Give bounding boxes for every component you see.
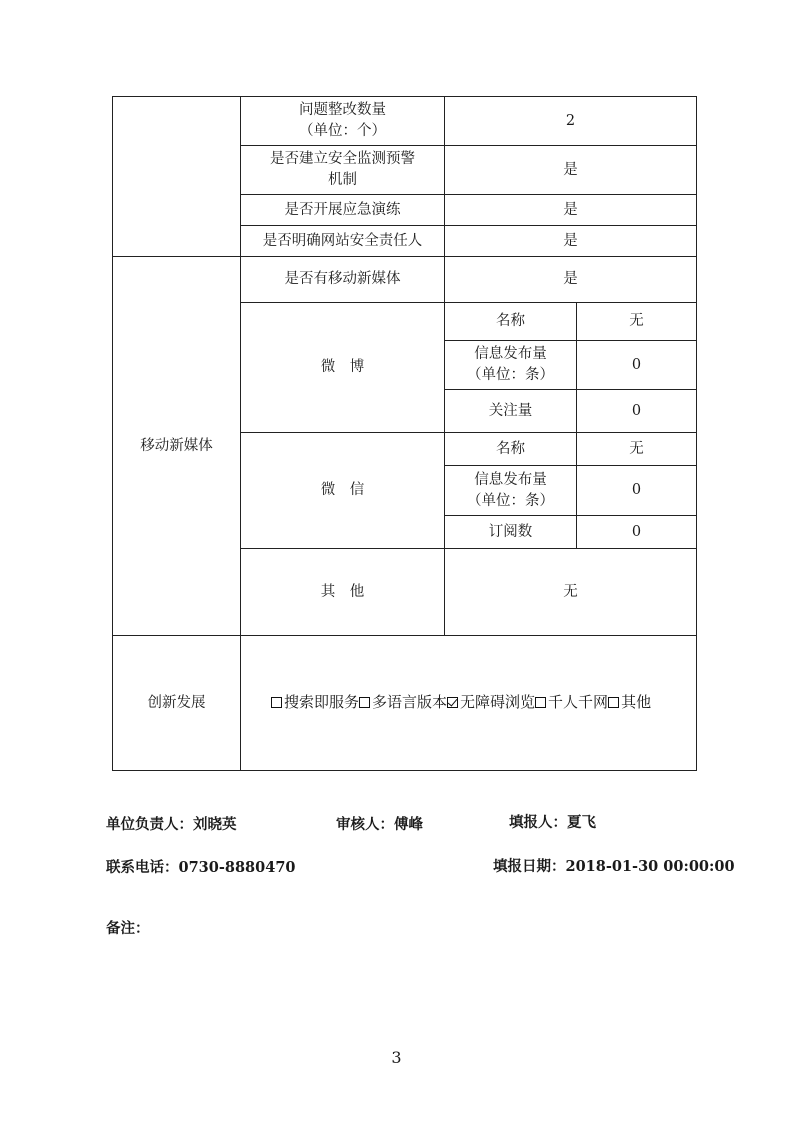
innovation-option-other[interactable]: 其他 bbox=[608, 692, 651, 713]
weibo-followers-label: 关注量 bbox=[445, 390, 577, 433]
innovation-option-multilingual[interactable]: 多语言版本 bbox=[359, 692, 447, 713]
wechat-posts-value: 0 bbox=[577, 466, 697, 516]
weibo-posts-value: 0 bbox=[577, 341, 697, 390]
checkbox-checked-icon[interactable] bbox=[447, 697, 458, 708]
monitor-label: 是否建立安全监测预警 机制 bbox=[241, 146, 445, 195]
rectify-count-value: 2 bbox=[445, 97, 697, 146]
innovation-option-search[interactable]: 搜索即服务 bbox=[271, 692, 359, 713]
fill-date: 填报日期：2018-01-30 00:00:00 bbox=[493, 858, 735, 875]
other-media-label: 其 他 bbox=[241, 549, 445, 636]
table-row bbox=[113, 636, 697, 771]
responsible-value: 是 bbox=[445, 226, 697, 257]
weibo-posts-label: 信息发布量 （单位：条） bbox=[445, 341, 577, 390]
weibo-followers-value: 0 bbox=[577, 390, 697, 433]
checkbox-icon[interactable] bbox=[271, 697, 282, 708]
remark-label: 备注： bbox=[106, 921, 150, 937]
responsible-label: 是否明确网站安全责任人 bbox=[241, 226, 445, 257]
monitor-value: 是 bbox=[445, 146, 697, 195]
wechat-posts-label: 信息发布量 （单位：条） bbox=[445, 466, 577, 516]
has-media-label: 是否有移动新媒体 bbox=[241, 257, 445, 303]
has-media-value: 是 bbox=[445, 257, 697, 303]
wechat-name-label: 名称 bbox=[445, 433, 577, 466]
wechat-subscribers-label: 订阅数 bbox=[445, 516, 577, 549]
weibo-name-label: 名称 bbox=[445, 303, 577, 341]
table-row bbox=[113, 97, 697, 146]
reviewer: 审核人：傅峰 bbox=[336, 817, 423, 833]
drill-value: 是 bbox=[445, 195, 697, 226]
wechat-label: 微 信 bbox=[241, 433, 445, 549]
phone: 联系电话：0730-8880470 bbox=[106, 859, 296, 876]
weibo-name-value: 无 bbox=[577, 303, 697, 341]
drill-label: 是否开展应急演练 bbox=[241, 195, 445, 226]
rectify-count-label: 问题整改数量 （单位：个） bbox=[241, 97, 445, 146]
weibo-label: 微 博 bbox=[241, 303, 445, 433]
wechat-subscribers-value: 0 bbox=[577, 516, 697, 549]
report-table bbox=[112, 96, 697, 771]
innovation-options bbox=[241, 636, 697, 771]
checkbox-icon[interactable] bbox=[608, 697, 619, 708]
innovation-option-accessible[interactable]: 无障碍浏览 bbox=[447, 692, 535, 713]
page-number: 3 bbox=[391, 1048, 402, 1067]
wechat-name-value: 无 bbox=[577, 433, 697, 466]
security-section-cell bbox=[113, 97, 241, 257]
table-row bbox=[113, 257, 697, 303]
other-media-value: 无 bbox=[445, 549, 697, 636]
media-section-label: 移动新媒体 bbox=[113, 257, 241, 636]
unit-head: 单位负责人：刘晓英 bbox=[106, 817, 237, 833]
innovation-option-personalized[interactable]: 千人千网 bbox=[535, 692, 608, 713]
filler: 填报人：夏飞 bbox=[509, 815, 596, 831]
innovation-label: 创新发展 bbox=[113, 636, 241, 771]
checkbox-icon[interactable] bbox=[535, 697, 546, 708]
checkbox-icon[interactable] bbox=[359, 697, 370, 708]
